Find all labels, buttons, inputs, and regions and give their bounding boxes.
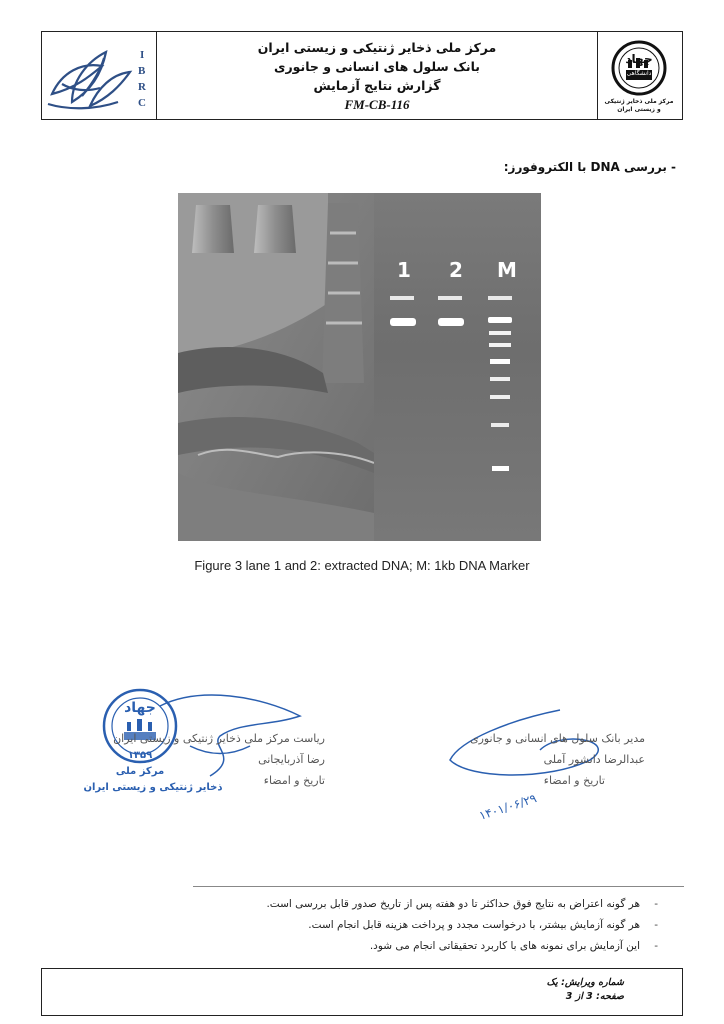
org-name: مرکز ملی ذخایر ژنتیکی و زیستی ایران: [257, 39, 497, 55]
svg-text:R: R: [138, 81, 146, 93]
ibrc-logo: [42, 32, 157, 119]
report-title: گزارش نتایج آزمایش: [313, 77, 441, 93]
stamp-title: جهاد: [124, 700, 156, 716]
section-title: - بررسی DNA با الکتروفورز:: [503, 160, 676, 174]
svg-text:C: C: [138, 97, 146, 109]
stamp-line1: مرکز ملی: [115, 766, 165, 777]
left-signatory-name: رضا آذربایجانی: [258, 753, 325, 766]
report-header: [41, 31, 683, 120]
header-titles: [157, 32, 597, 119]
stamp-line2: ذخایر ژنتیکی و زیستی ایران: [83, 782, 223, 793]
notes-divider: [193, 886, 684, 887]
svg-text:I: I: [140, 49, 145, 61]
handwritten-date: ۱۴۰۱/۰۶/۲۹: [477, 791, 539, 823]
jahad-logo: [597, 32, 682, 119]
right-signatory-name: عبدالرضا دانشور آملی: [543, 753, 645, 766]
stamp-year: ۱۳۵۹: [127, 750, 153, 761]
page-footer: [41, 968, 683, 1016]
jahad-logo-sub: دانشگاهی: [626, 70, 652, 77]
svg-text:B: B: [138, 65, 146, 77]
note-item: - این آزمایش برای نمونه های با کاربرد تحقیقاتی انجام می شود.: [178, 936, 658, 957]
ibrc-lotus-icon: [42, 32, 154, 118]
right-signatory-block: [430, 728, 645, 791]
revision-number: شماره ویرایش: یک: [546, 977, 624, 988]
note-item: - هر گونه اعتراض به نتایج فوق حداکثر تا دو هفته پس از تاریخ صدور قابل بررسی است.: [178, 894, 658, 915]
jahad-logo-title: جهاد: [625, 52, 653, 66]
note-item: - هر گونه آزمایش بیشتر، با درخواست مجدد و پرداخت هزینه قابل انجام است.: [178, 915, 658, 936]
left-signatory-date-label: تاریخ و امضاء: [263, 774, 325, 787]
figure-caption: Figure 3 lane 1 and 2: extracted DNA; M: 1kb DNA Marker: [194, 558, 530, 573]
notes-list: [178, 894, 658, 957]
lane-label-2: 2: [449, 258, 463, 282]
lane-label-marker: M: [497, 258, 517, 282]
lane-label-1: 1: [397, 258, 411, 282]
gel-electrophoresis-photo: [374, 193, 541, 541]
form-code: FM-CB-116: [344, 96, 410, 112]
left-signatory-title: ریاست مرکز ملی ذخایر ژنتیکی و زیستی ایران: [113, 732, 325, 745]
gel-3d-surface-image: [178, 193, 374, 541]
page-number: صفحه: 3 از 3: [565, 991, 624, 1002]
bank-name: بانک سلول های انسانی و جانوری: [274, 58, 480, 74]
jahad-logo-caption: مرکز ملی ذخایر ژنتیکی و زیستی ایران: [604, 98, 674, 113]
right-signatory-title: مدیر بانک سلول های انسانی و جانوری: [469, 732, 645, 745]
right-signatory-date-label: تاریخ و امضاء: [543, 774, 605, 787]
